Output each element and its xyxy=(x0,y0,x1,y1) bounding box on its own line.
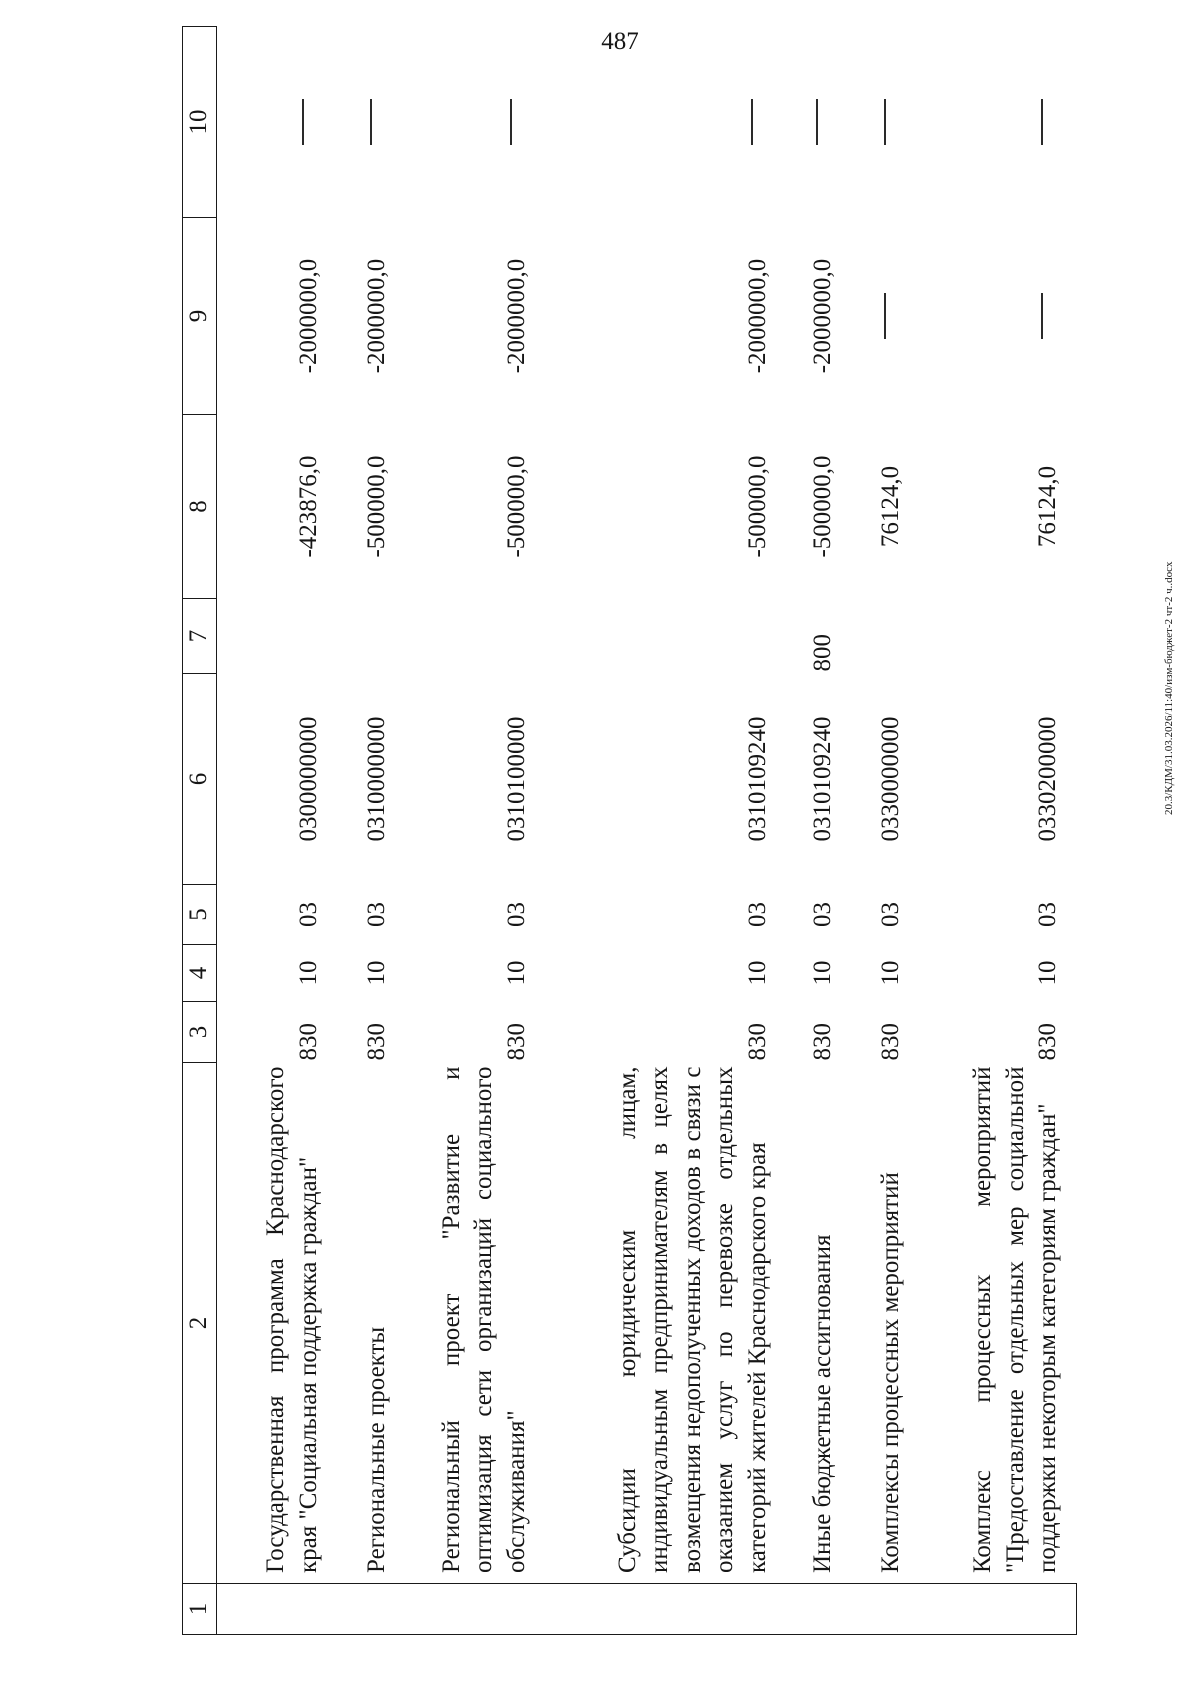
table-row xyxy=(217,27,336,1635)
expense-type-code xyxy=(401,599,541,674)
row-name: Региональные проекты xyxy=(362,1326,390,1573)
budget-table xyxy=(182,26,1077,1635)
row-name: Комплексы процессных мероприятий xyxy=(876,1172,904,1573)
amount-col10 xyxy=(217,27,336,218)
dash-mark xyxy=(884,99,886,145)
expense-type-code: 800 xyxy=(808,634,836,672)
target-article-code: 0310000000 xyxy=(362,716,390,842)
table-row xyxy=(782,27,847,1635)
header-cell: 4 xyxy=(183,945,217,1002)
header-cell: 8 xyxy=(183,415,217,599)
section-code: 10 xyxy=(876,960,904,986)
target-article-code: 0300000000 xyxy=(294,716,322,842)
dash-mark xyxy=(1041,293,1043,339)
amount-col8: 76124,0 xyxy=(876,465,904,548)
expense-type-code xyxy=(915,599,1077,674)
amount-col10 xyxy=(541,27,782,218)
document-footer-note: 20.3/КДМ/31.03.2026/11:40/изм-бюджет-2 чт-2 ч..docx xyxy=(1163,561,1175,815)
header-cell: 7 xyxy=(183,599,217,674)
subsection-code: 03 xyxy=(362,902,390,927)
section-code: 10 xyxy=(1034,960,1061,986)
section-code: 10 xyxy=(502,960,530,986)
dash-mark xyxy=(510,99,512,145)
subsection-code: 03 xyxy=(502,902,530,927)
row-number-cell xyxy=(217,1584,336,1635)
header-cell: 1 xyxy=(183,1584,217,1635)
header-cell: 5 xyxy=(183,885,217,945)
amount-col9: -2000000,0 xyxy=(294,258,322,374)
dash-mark xyxy=(884,293,886,339)
table-header-row xyxy=(183,27,217,1635)
amount-col8: -423876,0 xyxy=(294,455,322,558)
row-name: Комплекс процессных мероприятий "Предоставление отдельных мер социальной поддержки некоторым категориям граждан" xyxy=(969,1066,1061,1573)
grbs-code: 830 xyxy=(808,1023,836,1061)
grbs-code: 830 xyxy=(876,1023,904,1061)
subsection-code: 03 xyxy=(1034,902,1061,927)
row-number-cell xyxy=(541,1584,782,1635)
amount-col10 xyxy=(401,27,541,218)
target-article-code: 0310109240 xyxy=(743,716,771,842)
target-article-code: 0330000000 xyxy=(876,716,904,842)
grbs-code: 830 xyxy=(362,1023,390,1061)
header-cell: 10 xyxy=(183,27,217,218)
amount-col10 xyxy=(335,27,401,218)
grbs-code: 830 xyxy=(743,1023,771,1061)
amount-col9: -2000000,0 xyxy=(502,258,530,374)
dash-mark xyxy=(751,99,753,145)
target-article-code: 0310109240 xyxy=(808,716,836,842)
row-number-cell xyxy=(335,1584,401,1635)
amount-col9: -2000000,0 xyxy=(808,258,836,374)
amount-col9 xyxy=(847,218,915,415)
subsection-code: 03 xyxy=(294,902,322,927)
expense-type-code xyxy=(335,599,401,674)
budget-table-rotated xyxy=(182,78,1059,1635)
expense-type-code xyxy=(541,599,782,674)
subsection-code: 03 xyxy=(808,902,836,927)
section-code: 10 xyxy=(294,960,322,986)
subsection-code: 03 xyxy=(743,902,771,927)
amount-col8: 76124,0 xyxy=(1034,465,1061,548)
dash-mark xyxy=(816,99,818,145)
table-row xyxy=(401,27,541,1635)
row-number-cell xyxy=(782,1584,847,1635)
grbs-code: 830 xyxy=(502,1023,530,1061)
expense-type-code xyxy=(217,599,336,674)
amount-col9: -2000000,0 xyxy=(362,258,390,374)
dash-mark xyxy=(1041,99,1043,145)
table-row xyxy=(847,27,915,1635)
amount-col10 xyxy=(782,27,847,218)
grbs-code: 830 xyxy=(294,1023,322,1061)
row-name: Иные бюджетные ассигнования xyxy=(808,1234,836,1573)
amount-col8: -500000,0 xyxy=(743,455,771,558)
subsection-code: 03 xyxy=(876,902,904,927)
page-number: 487 xyxy=(601,28,639,55)
header-cell: 6 xyxy=(183,674,217,885)
row-number-cell xyxy=(401,1584,541,1635)
row-number-cell xyxy=(847,1584,915,1635)
amount-col8: -500000,0 xyxy=(362,455,390,558)
amount-col10 xyxy=(847,27,915,218)
dash-mark xyxy=(302,99,304,145)
header-cell: 9 xyxy=(183,218,217,415)
target-article-code: 0330200000 xyxy=(1034,716,1061,842)
table-row xyxy=(335,27,401,1635)
dash-mark xyxy=(370,99,372,145)
expense-type-code xyxy=(847,599,915,674)
amount-col8: -500000,0 xyxy=(502,455,530,558)
table-row xyxy=(541,27,782,1635)
section-code: 10 xyxy=(808,960,836,986)
grbs-code: 830 xyxy=(1034,1023,1061,1061)
amount-col8: -500000,0 xyxy=(808,455,836,558)
section-code: 10 xyxy=(743,960,771,986)
header-cell: 3 xyxy=(183,1002,217,1063)
row-number-cell xyxy=(915,1584,1077,1635)
header-cell: 2 xyxy=(183,1063,217,1584)
amount-col9: -2000000,0 xyxy=(743,258,771,374)
amount-col9 xyxy=(915,218,1077,415)
row-name: Государственная программа Краснодарского края "Социальная поддержка граждан" xyxy=(262,1066,322,1573)
target-article-code: 0310100000 xyxy=(502,716,530,842)
section-code: 10 xyxy=(362,960,390,986)
row-name: Региональный проект "Развитие и оптимизация сети организаций социального обслуживания" xyxy=(437,1066,530,1573)
amount-col10 xyxy=(915,27,1077,218)
row-name: Субсидии юридическим лицам, индивидуальным предпринимателям в целях возмещения недополученных доходов в связи с оказанием услуг по перевозке отдельных категорий жителей Краснодарского края xyxy=(613,1066,771,1573)
table-row xyxy=(915,27,1077,1635)
